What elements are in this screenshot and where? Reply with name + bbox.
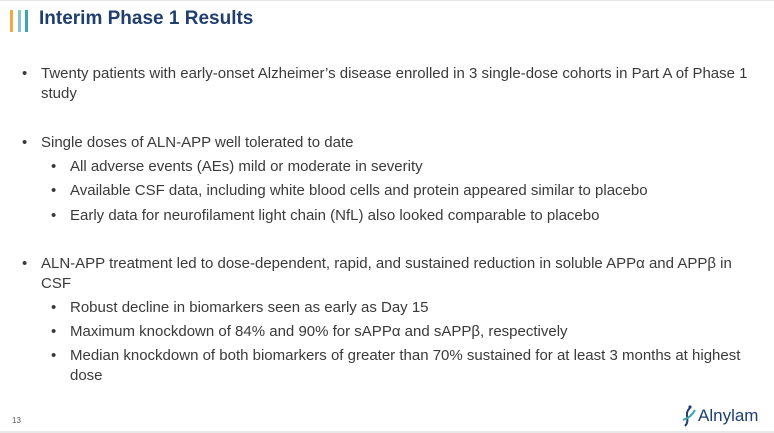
- accent-bar-orange: [10, 10, 13, 32]
- bullet-text: Twenty patients with early-onset Alzheimer’s disease enrolled in 3 single-dose cohorts in Part A of Phase 1 study: [41, 65, 748, 102]
- accent-bar-teal: [25, 10, 28, 32]
- bullet-marker: •: [51, 158, 57, 175]
- bullet-text: Single doses of ALN-APP well tolerated to date: [41, 134, 354, 151]
- alnylam-helix-icon: [681, 404, 699, 428]
- sub-bullet-item: [51, 206, 756, 226]
- sub-bullet-item: [51, 181, 756, 201]
- bullet-item: [22, 133, 756, 153]
- sub-bullet-item: [51, 298, 756, 318]
- bullet-marker: •: [51, 299, 57, 316]
- sub-bullet-text: Available CSF data, including white blood cells and protein appeared similar to placebo: [70, 182, 648, 199]
- sub-bullet-item: [51, 157, 756, 177]
- sub-bullet-text: Robust decline in biomarkers seen as early as Day 15: [70, 299, 429, 316]
- bullet-text: ALN-APP treatment led to dose-dependent, rapid, and sustained reduction in soluble APPα and APPβ in CSF: [41, 255, 732, 292]
- bullet-item: [22, 64, 756, 103]
- top-divider: [0, 0, 774, 1]
- bullet-marker: •: [22, 134, 28, 151]
- page-number: 13: [12, 416, 21, 425]
- bullet-marker: •: [22, 65, 28, 82]
- sub-bullet-text: Early data for neurofilament light chain (NfL) also looked comparable to placebo: [70, 207, 600, 224]
- bullet-marker: •: [51, 207, 57, 224]
- bullet-marker: •: [51, 182, 57, 199]
- logo-text: Alnylam: [698, 406, 759, 425]
- sub-bullet-text: Median knockdown of both biomarkers of greater than 70% sustained for at least 3 months at highest dose: [70, 347, 741, 384]
- bullet-marker: •: [51, 347, 57, 364]
- bullet-item: [22, 254, 756, 293]
- sub-bullet-text: Maximum knockdown of 84% and 90% for sAPPα and sAPPβ, respectively: [70, 323, 568, 340]
- sub-bullet-item: [51, 346, 756, 385]
- sub-bullet-text: All adverse events (AEs) mild or moderate in severity: [70, 158, 423, 175]
- bullet-marker: •: [22, 255, 28, 272]
- bullet-marker: •: [51, 323, 57, 340]
- accent-bar-light-teal: [18, 10, 21, 32]
- sub-bullet-item: [51, 322, 756, 342]
- slide-title: Interim Phase 1 Results: [39, 8, 254, 29]
